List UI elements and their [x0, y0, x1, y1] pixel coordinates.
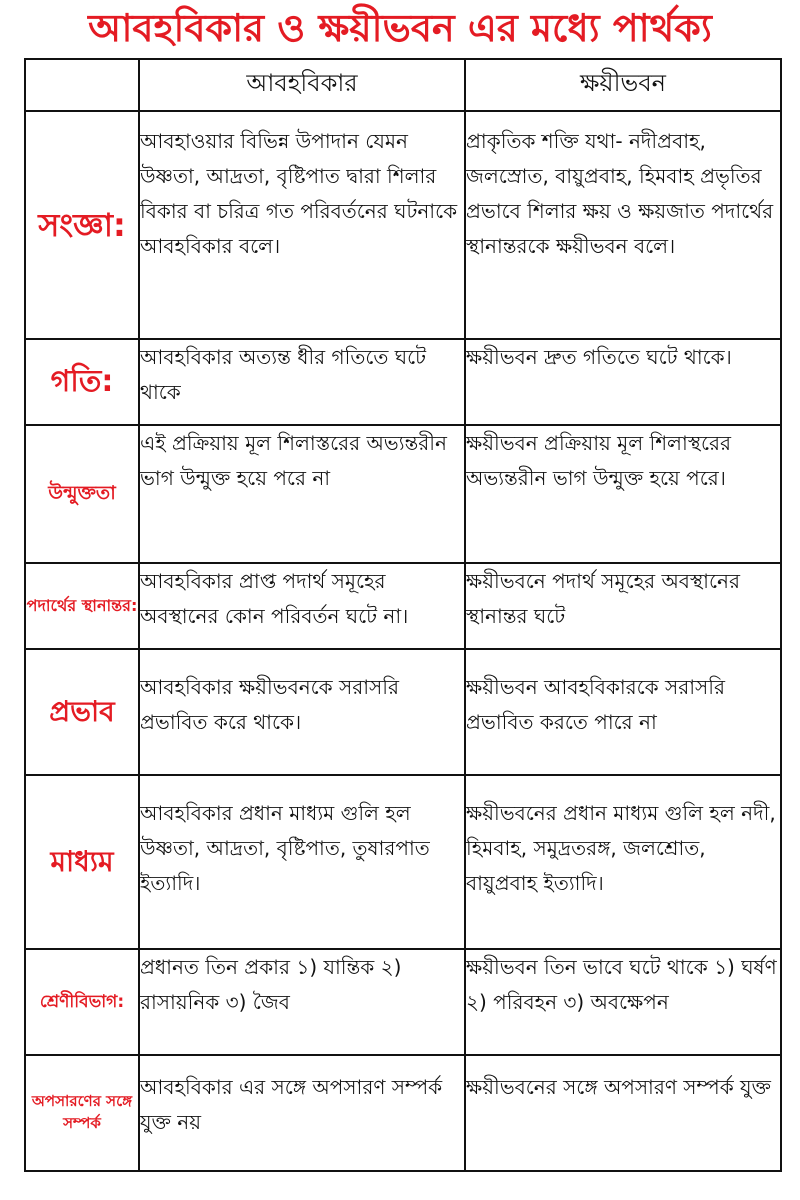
cell-erosion-removal-relation: ক্ষয়ীভবনের সঙ্গে অপসারণ সম্পর্ক যুক্ত: [465, 1055, 781, 1171]
row-label-classification: শ্রেণীবিভাগ:: [25, 949, 139, 1055]
table-header-row: [25, 59, 781, 111]
table-row-speed: [25, 339, 781, 425]
page-title: আবহবিকার ও ক্ষয়ীভবন এর মধ্যে পার্থক্য: [88, 6, 712, 50]
row-label-transport: পদার্থের স্থানান্তর:: [25, 563, 139, 649]
cell-weathering-agents: আবহবিকার প্রধান মাধ্যম গুলি হল উষ্ণতা, আদ্রতা, বৃষ্টিপাত, তুষারপাত ইত্যাদি।: [139, 775, 465, 949]
row-label-removal-relation: অপসারণের সঙ্গে সম্পর্ক: [25, 1055, 139, 1171]
comparison-table: [24, 58, 782, 1172]
row-label-speed: গতি:: [25, 339, 139, 425]
cell-erosion-influence: ক্ষয়ীভবন আবহবিকারকে সরাসরি প্রভাবিত করতে পারে না: [465, 649, 781, 775]
cell-erosion-definition: প্রাকৃতিক শক্তি যথা- নদীপ্রবাহ, জলস্রোত, বায়ুপ্রবাহ, হিমবাহ প্রভৃতির প্রভাবে শিলার ক্ষয় ও ক্ষয়জাত পদার্থের স্থানান্তরকে ক্ষয়ীভবন বলে।: [465, 111, 781, 339]
row-label-influence: প্রভাব: [25, 649, 139, 775]
column-header-erosion: ক্ষয়ীভবন: [465, 59, 781, 111]
table-row-transport: [25, 563, 781, 649]
table-row-agents: [25, 775, 781, 949]
cell-weathering-speed: আবহবিকার অত্যন্ত ধীর গতিতে ঘটে থাকে: [139, 339, 465, 425]
cell-erosion-exposure: ক্ষয়ীভবন প্রক্রিয়ায় মূল শিলাস্থরের অভ্যন্তরীন ভাগ উন্মুক্ত হয়ে পরে।: [465, 425, 781, 563]
table-row-definition: [25, 111, 781, 339]
header-corner-cell: [25, 59, 139, 111]
table-row-exposure: [25, 425, 781, 563]
table-row-classification: [25, 949, 781, 1055]
cell-erosion-speed: ক্ষয়ীভবন দ্রুত গতিতে ঘটে থাকে।: [465, 339, 781, 425]
cell-weathering-exposure: এই প্রক্রিয়ায় মূল শিলাস্তরের অভ্যন্তরীন ভাগ উন্মুক্ত হয়ে পরে না: [139, 425, 465, 563]
row-label-definition: সংজ্ঞা:: [25, 111, 139, 339]
table-row-removal-relation: [25, 1055, 781, 1171]
column-header-weathering: আবহবিকার: [139, 59, 465, 111]
cell-weathering-transport: আবহবিকার প্রাপ্ত পদার্থ সমূহের অবস্থানের কোন পরিবর্তন ঘটে না।: [139, 563, 465, 649]
row-label-agents: মাধ্যম: [25, 775, 139, 949]
cell-weathering-classification: প্রধানত তিন প্রকার ১) যান্তিক ২) রাসায়নিক ৩) জৈব: [139, 949, 465, 1055]
row-label-exposure: উন্মুক্ততা: [25, 425, 139, 563]
table-row-influence: [25, 649, 781, 775]
cell-weathering-influence: আবহবিকার ক্ষয়ীভবনকে সরাসরি প্রভাবিত করে থাকে।: [139, 649, 465, 775]
cell-erosion-agents: ক্ষয়ীভবনের প্রধান মাধ্যম গুলি হল নদী, হিমবাহ, সমুদ্রতরঙ্গ, জলশ্রোত, বায়ুপ্রবাহ ইত্যাদি।: [465, 775, 781, 949]
cell-weathering-removal-relation: আবহবিকার এর সঙ্গে অপসারণ সম্পর্ক যুক্ত নয়: [139, 1055, 465, 1171]
cell-erosion-transport: ক্ষয়ীভবনে পদার্থ সমূহের অবস্থানের স্থানান্তর ঘটে: [465, 563, 781, 649]
cell-erosion-classification: ক্ষয়ীভবন তিন ভাবে ঘটে থাকে ১) ঘর্ষণ ২) পরিবহন ৩) অবক্ষেপন: [465, 949, 781, 1055]
cell-weathering-definition: আবহাওয়ার বিভিন্ন উপাদান যেমন উষ্ণতা, আদ্রতা, বৃষ্টিপাত দ্বারা শিলার বিকার বা চরিত্র গত পরিবর্তনের ঘটনাকে আবহবিকার বলে।: [139, 111, 465, 339]
